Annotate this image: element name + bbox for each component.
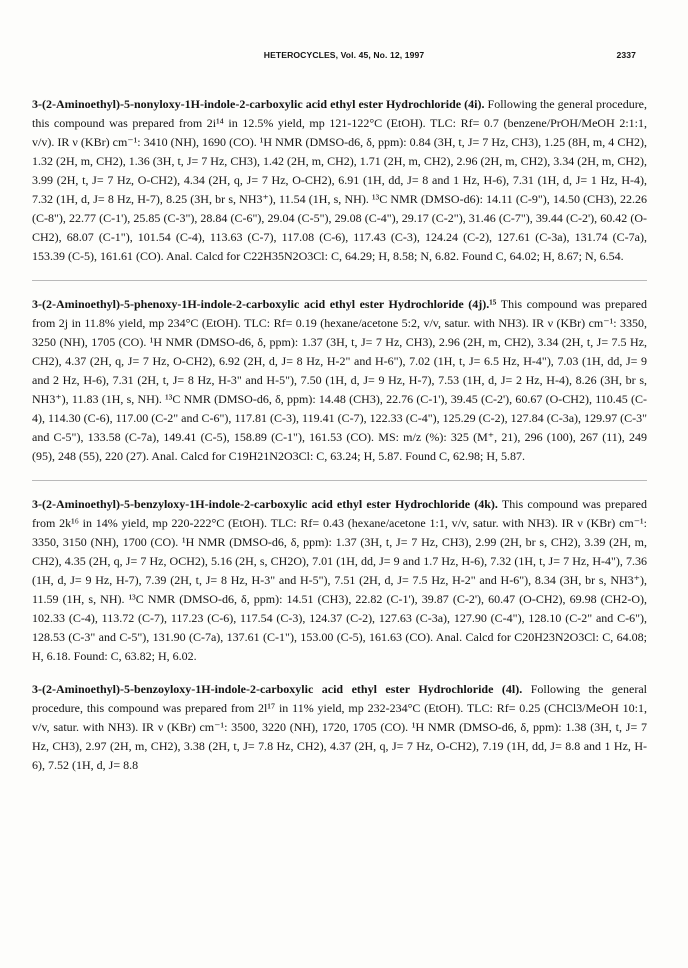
entry-title: 3-(2-Aminoethyl)-5-benzoyloxy-1H-indole-2-carboxylic acid ethyl ester Hydrochloride (4l).	[32, 682, 523, 696]
compound-entry-4k	[32, 495, 647, 666]
entry-body: Following the general procedure, this compound was prepared from 2l¹⁷ in 11% yield, mp 232-234°C (EtOH). TLC: Rf= 0.25 (CHCl3/MeOH 10:1, v/v, satur. with NH3). IR ν (KBr) cm⁻¹: 3500, 3220 (NH), 1720, 1705 (CO). ¹H NMR (DMSO-d6, δ, ppm): 1.38 (3H, t, J= 7 Hz, CH3), 2.97 (2H, m, CH2), 3.38 (2H, t, J= 7.8 Hz, CH2), 4.37 (2H, q, J= 7 Hz, O-CH2), 7.19 (1H, dd, J= 8.8 and 1 Hz, H-6), 7.52 (1H, d, J= 8.8	[32, 682, 647, 772]
body-text	[32, 95, 647, 789]
page-number: 2337	[616, 50, 636, 60]
entry-body: Following the general procedure, this compound was prepared from 2i¹⁴ in 12.5% yield, mp 121-122°C (EtOH). TLC: Rf= 0.7 (benzene/PrOH/MeOH 2:1:1, v/v). IR ν (KBr) cm⁻¹: 3410 (NH), 1690 (CO). ¹H NMR (DMSO-d6, δ, ppm): 0.84 (3H, t, J= 7 Hz, CH3), 1.25 (8H, m, 4 CH2), 1.32 (2H, m, CH2), 1.36 (3H, t, J= 7 Hz, CH3), 1.42 (2H, m, CH2), 1.71 (2H, m, CH2), 2.96 (2H, m, CH2), 3.34 (2H, m, CH2), 3.99 (2H, t, J= 7 Hz, O-CH2), 4.34 (2H, q, J= 7 Hz, O-CH2), 6.91 (1H, dd, J= 8 and 1 Hz, H-6), 7.31 (1H, d, J= 1 Hz, H-4), 7.32 (1H, d, J= 8 Hz, H-7), 8.25 (3H, br s, NH3⁺), 11.54 (1H, s, NH). ¹³C NMR (DMSO-d6): 14.11 (C-9"), 14.50 (CH3), 22.26 (C-8"), 22.77 (C-1'), 25.85 (C-3"), 28.84 (C-6"), 29.04 (C-5"), 29.08 (C-4"), 29.17 (C-2"), 31.46 (C-7"), 39.44 (C-2'), 60.42 (O-CH2), 68.07 (C-1"), 101.54 (C-4), 113.63 (C-7), 117.08 (C-6), 117.43 (C-3), 124.24 (C-2), 127.61 (C-3a), 131.74 (C-7a), 153.39 (C-5), 161.61 (CO). Anal. Calcd for C22H35N2O3Cl: C, 64.29; H, 8.58; N, 6.82. Found C, 64.02; H, 8.67; N, 6.54.	[32, 97, 648, 263]
entry-title: 3-(2-Aminoethyl)-5-nonyloxy-1H-indole-2-carboxylic acid ethyl ester Hydrochloride (4i).	[32, 97, 485, 111]
compound-entry-4l	[32, 680, 647, 775]
section-divider	[32, 280, 647, 281]
entry-body: This compound was prepared from 2j in 11.8% yield, mp 234°C (EtOH). TLC: Rf= 0.19 (hexane/acetone 5:2, v/v, satur. with NH3). IR ν (KBr) cm⁻¹: 3350, 3250 (NH), 1705 (CO). ¹H NMR (DMSO-d6, δ, ppm): 1.37 (3H, t, J= 7 Hz, CH3), 2.96 (2H, m, CH2), 3.34 (2H, t, J= 7.5 Hz, CH2), 4.37 (2H, q, J= 7 Hz, O-CH2), 6.92 (2H, d, J= 8 Hz, H-2" and H-6"), 7.02 (1H, t, J= 6.5 Hz, H-4"), 7.03 (1H, dd, J= 9 and 2 Hz, H-6), 7.31 (2H, t, J= 8 Hz, H-3" and H-5"), 7.50 (1H, d, J= 9 Hz, H-7), 7.53 (1H, d, J= 2 Hz, H-4), 8.26 (3H, br s, NH3⁺), 11.83 (1H, s, NH). ¹³C NMR (DMSO-d6, δ, ppm): 14.48 (CH3), 22.76 (C-1'), 39.45 (C-2'), 60.67 (O-CH2), 110.45 (C-4), 114.30 (C-6), 117.00 (C-2" and C-6"), 117.81 (C-3), 119.41 (C-7), 122.33 (C-4"), 125.29 (C-2), 127.84 (C-3a), 129.97 (C-3" and C-5"), 133.58 (C-7a), 149.41 (C-5), 158.89 (C-1"), 161.53 (CO). MS: m/z (%): 325 (M⁺, 21), 296 (100), 267 (11), 249 (95), 248 (55), 220 (27). Anal. Calcd for C19H21N2O3Cl: C, 63.24; H, 5.87. Found C, 62.98; H, 5.87.	[32, 297, 647, 463]
journal-citation: HETEROCYCLES, Vol. 45, No. 12, 1997	[263, 50, 425, 60]
entry-title: 3-(2-Aminoethyl)-5-benzyloxy-1H-indole-2-carboxylic acid ethyl ester Hydrochloride (4k).	[32, 497, 498, 511]
compound-entry-4i	[32, 95, 647, 266]
section-divider	[32, 480, 647, 481]
running-header	[0, 50, 688, 64]
compound-entry-4j	[32, 295, 647, 466]
entry-title: 3-(2-Aminoethyl)-5-phenoxy-1H-indole-2-carboxylic acid ethyl ester Hydrochloride (4j).¹⁵	[32, 297, 497, 311]
entry-body: This compound was prepared from 2k¹⁶ in 14% yield, mp 220-222°C (EtOH). TLC: Rf= 0.43 (hexane/acetone 1:1, v/v, satur. with NH3). IR ν (KBr) cm⁻¹: 3350, 3150 (NH), 1700 (CO). ¹H NMR (DMSO-d6, δ, ppm): 1.37 (3H, t, J= 7 Hz, CH3), 2.99 (2H, br s, CH2), 3.39 (2H, m, CH2), 4.35 (2H, q, J= 7 Hz, OCH2), 5.16 (2H, s, CH2O), 7.01 (1H, dd, J= 9 and 1.7 Hz, H-6), 7.32 (1H, t, J= 7 Hz, H-4"), 7.36 (1H, d, J= 9 Hz, H-7), 7.39 (2H, t, J= 8 Hz, H-3" and H-5"), 7.51 (2H, d, J= 7.5 Hz, H-2" and H-6"), 8.34 (3H, br s, NH3⁺), 11.59 (1H, s, NH). ¹³C NMR (DMSO-d6, δ, ppm): 14.51 (CH3), 22.82 (C-1'), 39.87 (C-2'), 60.47 (O-CH2), 69.98 (CH2-O), 102.33 (C-4), 113.72 (C-7), 117.23 (C-6), 117.54 (C-3), 124.37 (C-2), 127.63 (C-3a), 127.90 (C-4"), 128.10 (C-2" and C-6"), 128.53 (C-3" and C-5"), 131.90 (C-7a), 137.61 (C-1"), 153.00 (C-5), 161.63 (CO). Anal. Calcd for C20H23N2O3Cl: C, 64.08; H, 6.18. Found: C, 63.82; H, 6.02.	[32, 497, 647, 663]
